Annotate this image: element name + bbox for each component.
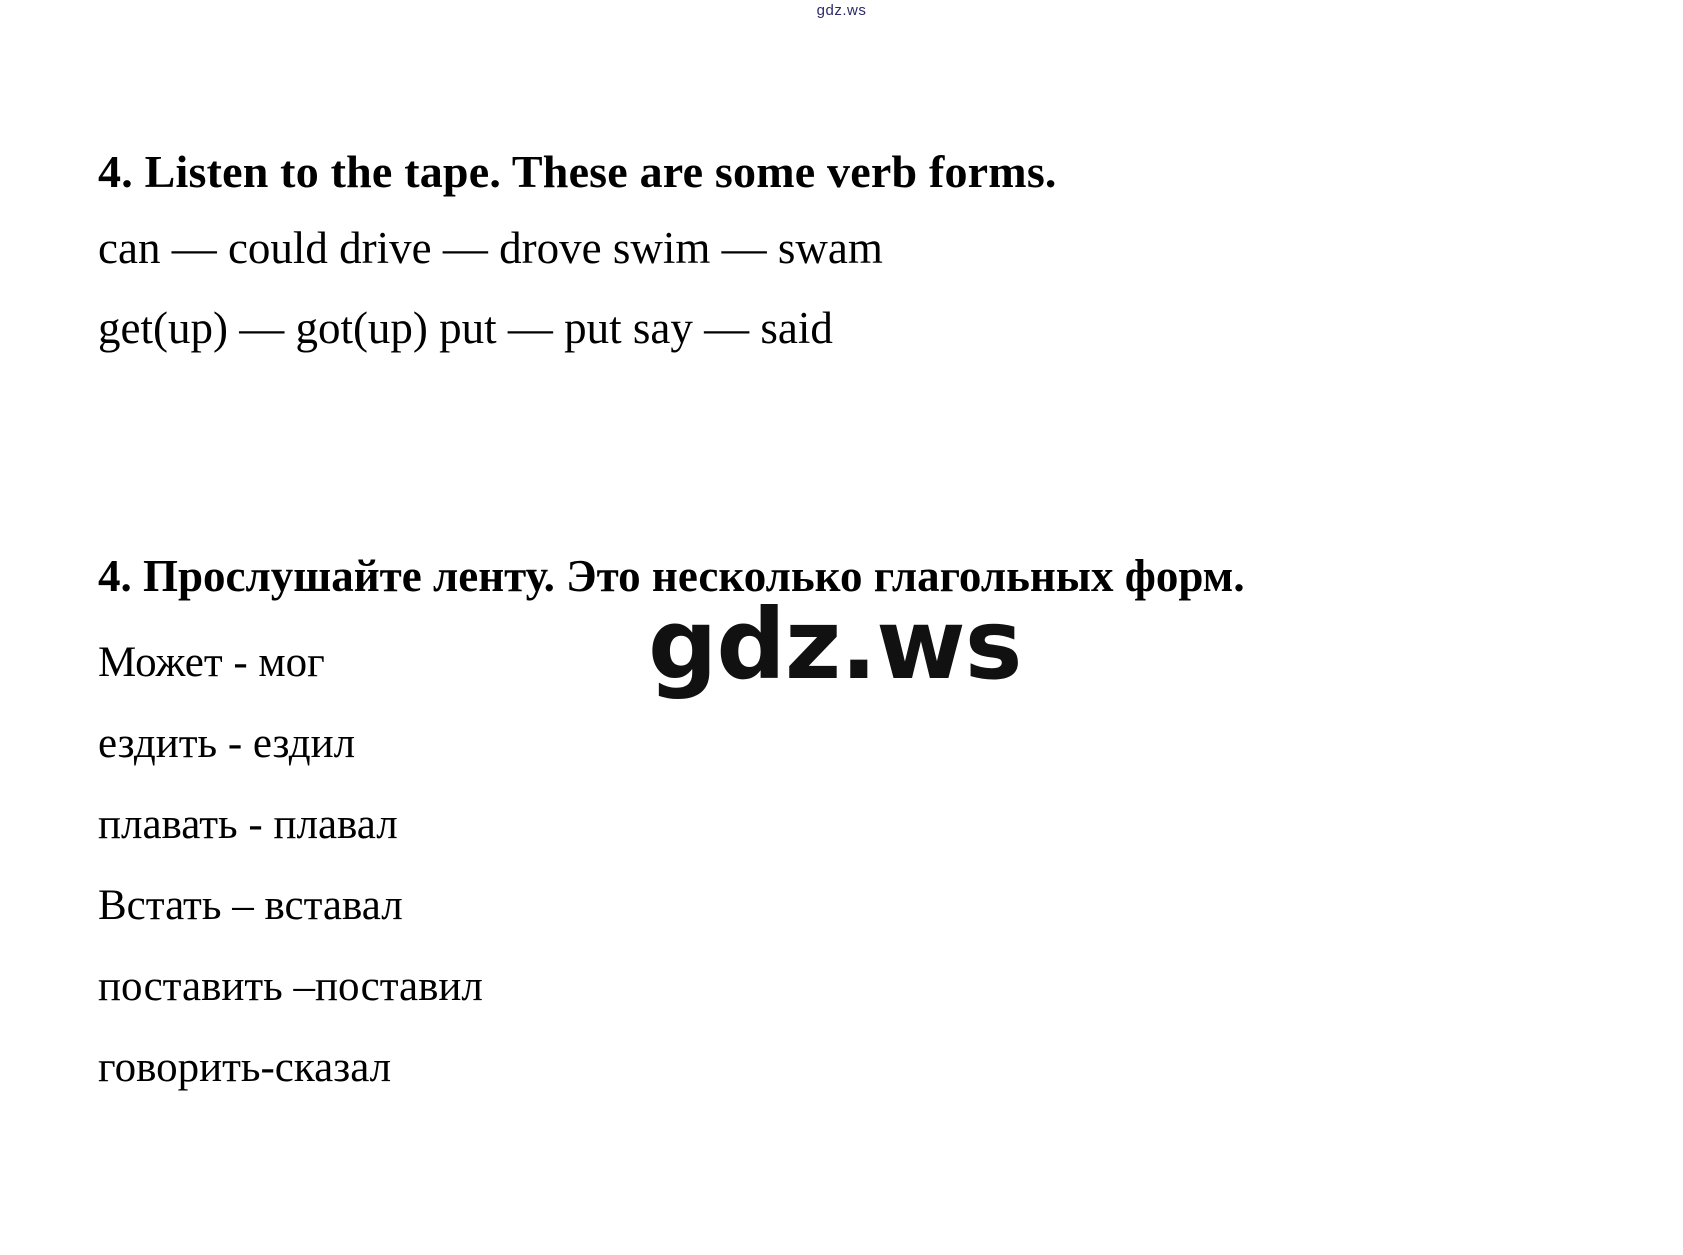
english-verb-line-1: can — could drive — drove swim — swam (98, 223, 883, 273)
english-verb-line-2: get(up) — got(up) put — put say — said (98, 303, 833, 353)
list-item: говорить-сказал (98, 1044, 392, 1091)
list-item: поставить –поставил (98, 963, 483, 1010)
list-item: плавать - плавал (98, 801, 398, 848)
top-watermark-text: gdz.ws (816, 2, 867, 19)
list-item: ездить - ездил (98, 720, 356, 767)
english-exercise-heading: 4. Listen to the tape. These are some verb forms. (98, 146, 1057, 197)
list-item: Может - мог (98, 639, 325, 686)
list-item: Встать – вставал (98, 882, 403, 929)
russian-exercise-heading: 4. Прослушайте ленту. Это несколько глагольных форм. (98, 551, 1245, 601)
center-watermark-text: gdz.ws (648, 588, 1022, 701)
